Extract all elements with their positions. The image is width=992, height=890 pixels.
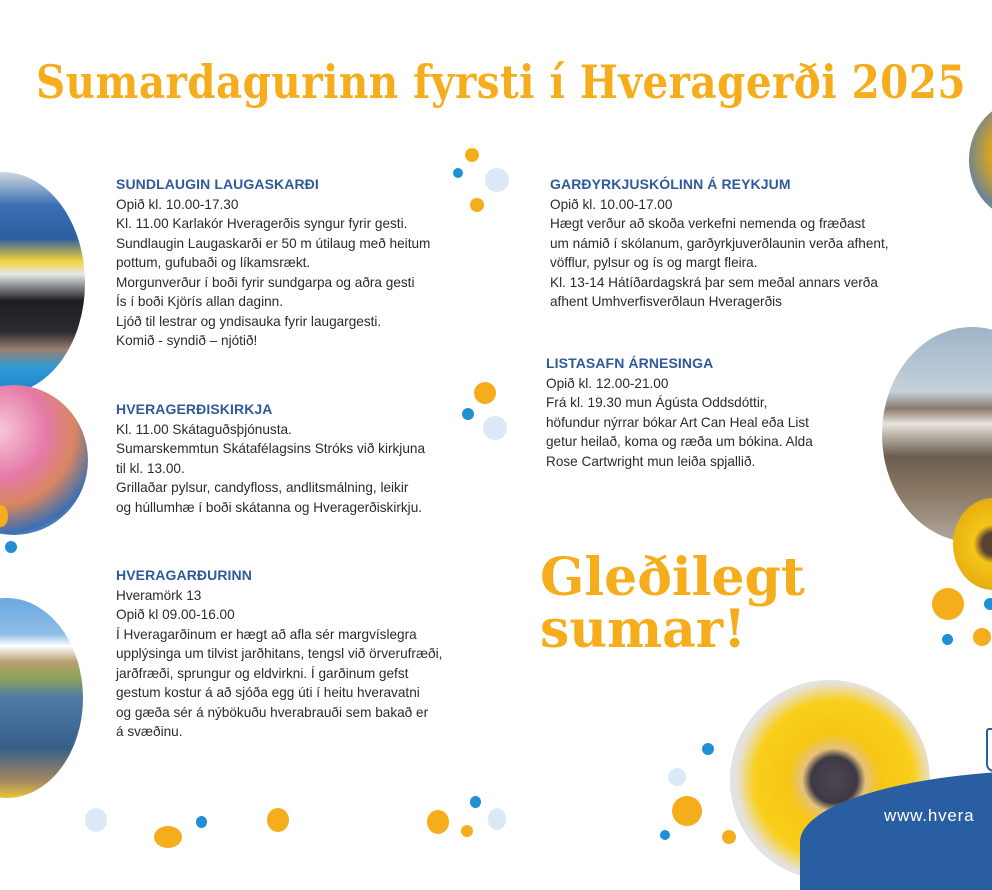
section-listasafn (546, 354, 813, 471)
decorative-dot (267, 808, 289, 832)
section-line: Grillaðar pylsur, candyfloss, andlitsmálning, leikir (116, 480, 409, 495)
section-line: til kl. 13.00. (116, 460, 185, 476)
section-line: Frá kl. 19.30 mun Ágústa Oddsdóttir, (546, 395, 768, 410)
section-line: Komið - syndið – njótið! (116, 333, 258, 348)
section-heading: HVERAGARÐURINN (116, 567, 252, 583)
section-line: Ís í boði Kjörís allan daginn. (116, 294, 284, 309)
section-line: höfundur nýrrar bókar Art Can Heal eða List (546, 414, 809, 430)
section-line: gestum kostur á að sjóða egg úti í heitu hveravatni (116, 685, 420, 700)
section-line: Hveramörk 13 (116, 587, 202, 603)
section-line: vöfflur, pylsur og ís og margt fleira. (550, 255, 758, 270)
decorative-dot (668, 768, 686, 786)
decorative-dot (470, 796, 481, 808)
section-line: afhent Umhverfisverðlaun Hveragerðis (550, 294, 782, 309)
decorative-dot (722, 830, 736, 844)
decorative-dot (932, 588, 964, 620)
decorative-dot (196, 816, 207, 828)
greeting-line: sumar! (540, 599, 747, 660)
decorative-dot (461, 825, 473, 837)
town-crest-icon (986, 728, 992, 772)
cotton-candy-girl-photo (0, 385, 88, 535)
section-line: Ljóð til lestrar og yndisauka fyrir laugargesti. (116, 313, 382, 329)
section-line: Kl. 13-14 Hátíðardagskrá þar sem meðal annars verða (550, 274, 878, 290)
section-line: pottum, gufubaði og líkamsrækt. (116, 255, 311, 270)
section-line: á svæðinu. (116, 724, 183, 739)
poster-title: Sumardagurinn fyrsti í Hveragerði 2025 (36, 55, 966, 109)
decorative-dot (984, 598, 992, 610)
section-line: Sundlaugin Laugaskarði er 50 m útilaug með heitum (116, 235, 431, 251)
greeting-text (540, 547, 805, 660)
decorative-dot (483, 416, 507, 440)
section-line: Opið kl. 10.00-17.30 (116, 196, 239, 212)
section-line: Sumarskemmtun Skátafélagsins Stróks við kirkjuna (116, 441, 425, 456)
section-line: Rose Cartwright mun leiða spjallið. (546, 453, 756, 469)
decorative-dot (488, 808, 506, 830)
decorative-dot (154, 826, 182, 848)
greeting-line: Gleðilegt (540, 547, 805, 608)
section-line: Morgunverður í boði fyrir sundgarpa og aðra gesti (116, 274, 415, 290)
footer-website-link[interactable]: www.hvera (884, 806, 975, 825)
section-line: Opið kl 09.00-16.00 (116, 607, 235, 622)
section-heading: LISTASAFN ÁRNESINGA (546, 355, 714, 371)
decorative-dot (485, 168, 509, 192)
section-hveragardurinn (116, 566, 442, 742)
decorative-dot (470, 198, 484, 212)
section-sundlaugin (116, 175, 430, 351)
decorative-dot (85, 808, 107, 832)
decorative-dot (702, 743, 714, 755)
section-line: og húllumhæ í boði skátanna og Hveragerðiskirkju. (116, 499, 423, 515)
section-line: Kl. 11.00 Skátaguðsþjónusta. (116, 421, 292, 437)
decorative-dot (5, 541, 17, 553)
section-line: getur heilað, koma og ræða um bókina. Alda (546, 434, 813, 449)
sunflower-top-right-photo (969, 100, 992, 220)
section-heading: HVERAGERÐISKIRKJA (116, 401, 273, 417)
swimming-pool-choir-photo (0, 172, 85, 394)
decorative-dot (462, 408, 474, 420)
decorative-dot (427, 810, 449, 834)
section-line: og gæða sér á nýbökuðu hverabrauði sem bakað er (116, 704, 429, 720)
section-line: Opið kl. 12.00-21.00 (546, 375, 669, 391)
decorative-dot (453, 168, 463, 178)
section-hveragerdiskirkja (116, 400, 425, 517)
decorative-dot (672, 796, 702, 826)
section-line: um námið í skólanum, garðyrkjuverðlaunin verða afhent, (550, 235, 889, 251)
section-heading: SUNDLAUGIN LAUGASKARÐI (116, 176, 319, 192)
section-line: Hægt verður að skoða verkefni nemenda og fræðast (550, 216, 866, 231)
section-line: Kl. 11.00 Karlakór Hveragerðis syngur fyrir gesti. (116, 216, 408, 231)
decorative-dot (474, 382, 496, 404)
section-line: jarðfræði, sprungur og eldvirkni. Í garðinum gefst (116, 665, 409, 681)
section-line: Opið kl. 10.00-17.00 (550, 196, 673, 212)
decorative-dot (973, 628, 991, 646)
section-line: upplýsinga um tilvist jarðhitans, tengsl við örverufræði, (116, 646, 443, 661)
decorative-dot (660, 830, 670, 840)
section-heading: GARÐYRKJUSKÓLINN Á REYKJUM (550, 176, 791, 192)
section-line: Í Hveragarðinum er hægt að afla sér margvíslegra (116, 626, 417, 642)
section-gardyrkjuskolinn (550, 175, 889, 312)
geothermal-park-pond-photo (0, 598, 83, 798)
decorative-dot (942, 634, 953, 645)
decorative-dot (465, 148, 479, 162)
